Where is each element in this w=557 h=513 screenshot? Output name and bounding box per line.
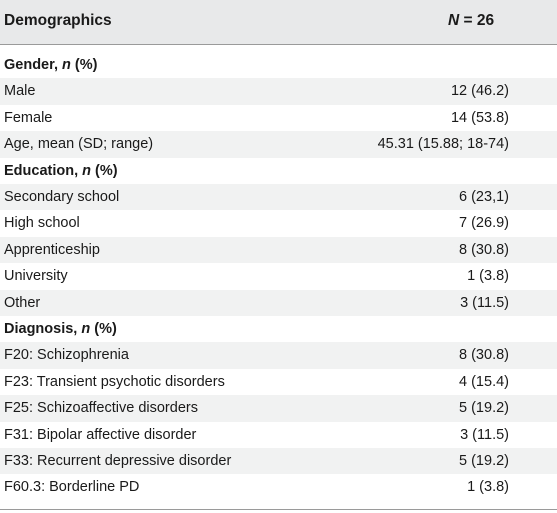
row-label: F31: Bipolar affective disorder <box>4 426 197 443</box>
row-value: 4 (15.4) <box>459 373 509 390</box>
table-row <box>0 131 557 157</box>
section-heading-tail: (%) <box>90 321 117 337</box>
table-row <box>0 78 557 104</box>
section-heading-text: Diagnosis, <box>4 321 82 337</box>
table-row <box>0 422 557 448</box>
section-row <box>0 52 557 78</box>
row-label: F33: Recurrent depressive disorder <box>4 453 232 469</box>
row-label: F23: Transient psychotic disorders <box>4 373 225 390</box>
row-value: 1 (3.8) <box>467 479 509 496</box>
header-demographics: Demographics <box>4 12 112 29</box>
section-heading-n: n <box>82 162 92 179</box>
row-label: Male <box>4 83 36 100</box>
table-row <box>0 395 557 421</box>
row-label: Age, mean (SD; range) <box>4 136 154 153</box>
table-row <box>0 369 557 395</box>
row-value: 7 (26.9) <box>459 215 509 232</box>
section-heading-text: Gender, <box>4 57 63 73</box>
row-value: 8 (30.8) <box>459 241 509 258</box>
row-value: 14 (53.8) <box>450 109 509 126</box>
row-label: F20: Schizophrenia <box>4 347 129 364</box>
row-label: High school <box>4 215 80 232</box>
row-value: 12 (46.2) <box>450 83 509 100</box>
table-header <box>0 0 557 45</box>
row-value: 3 (11.5) <box>460 294 509 311</box>
row-value: 3 (11.5) <box>460 426 509 443</box>
table-row <box>0 210 557 236</box>
section-row <box>0 316 557 342</box>
table-bottom-rule <box>0 509 557 510</box>
row-value: 1 (3.8) <box>467 268 509 285</box>
row-label: University <box>4 268 68 285</box>
table-row <box>0 448 557 474</box>
section-heading-text: Education, <box>4 162 83 179</box>
table-row <box>0 237 557 263</box>
table-row <box>0 105 557 131</box>
row-label: Female <box>4 109 53 126</box>
table-row <box>0 263 557 289</box>
section-heading-n: n <box>62 57 71 73</box>
section-heading <box>4 163 118 179</box>
table-row <box>0 290 557 316</box>
header-n-symbol: N <box>448 12 460 29</box>
section-heading-tail: (%) <box>70 57 98 73</box>
table-row <box>0 342 557 368</box>
section-heading-tail: (%) <box>91 162 118 179</box>
table-row <box>0 184 557 210</box>
row-value: 6 (23,1) <box>459 189 509 205</box>
row-value: 45.31 (15.88; 18-74) <box>377 136 509 153</box>
section-heading-n: n <box>81 321 91 337</box>
row-label: Other <box>4 294 41 311</box>
section-heading <box>4 57 97 73</box>
section-row <box>0 158 557 184</box>
header-n-value: = 26 <box>459 12 495 29</box>
header-sample-size <box>448 12 494 30</box>
row-value: 5 (19.2) <box>459 453 509 469</box>
row-label: Secondary school <box>4 189 120 205</box>
row-value: 5 (19.2) <box>459 400 509 417</box>
row-value: 8 (30.8) <box>459 347 509 364</box>
row-label: F25: Schizoaffective disorders <box>4 400 198 417</box>
row-label: Apprenticeship <box>4 241 100 258</box>
table-row <box>0 474 557 500</box>
row-label: F60.3: Borderline PD <box>4 479 140 496</box>
section-heading <box>4 321 117 337</box>
